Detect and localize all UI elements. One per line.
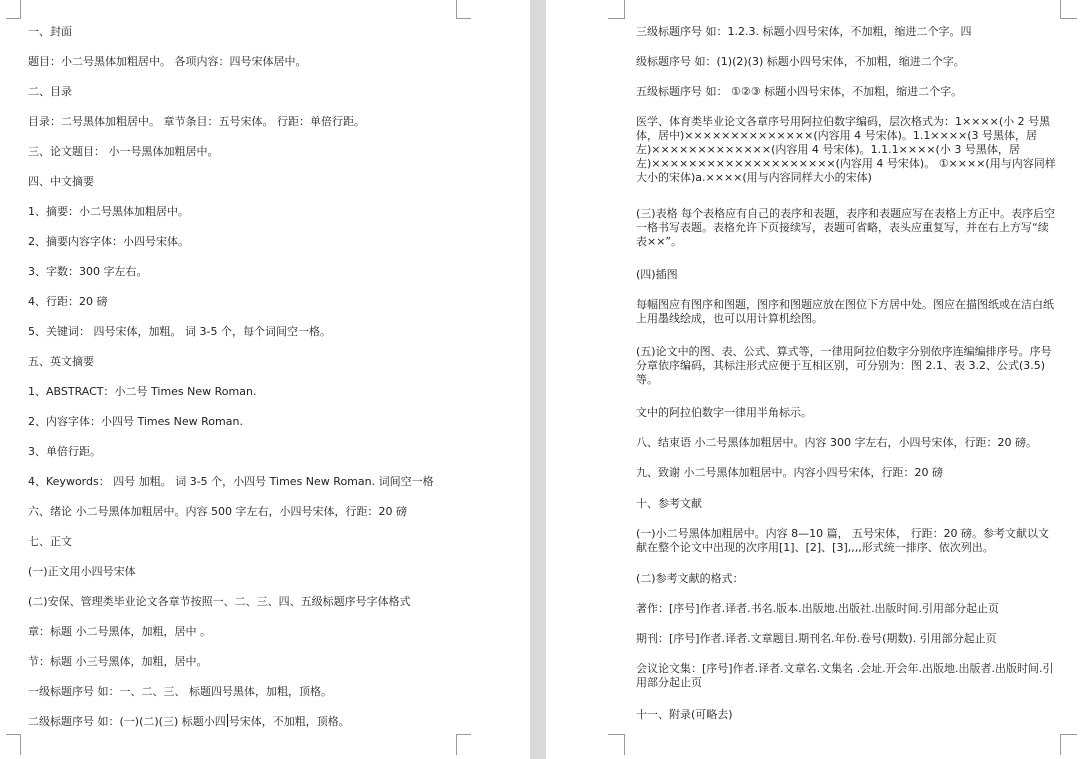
crop-mark-top-left <box>608 0 625 19</box>
text-line: 2、内容字体：小四号 Times New Roman. <box>28 415 243 428</box>
paragraph: 每幅图应有图序和图题，图序和图题应放在图位下方居中处。图应在描图纸或在洁白纸上用墨线绘成，也可以用计算机绘图。 <box>636 298 1054 325</box>
crop-mark-bottom-right <box>1060 734 1077 755</box>
text-line: 1、摘要：小二号黑体加粗居中。 <box>28 205 189 218</box>
text-line: 5、关键词： 四号宋体，加粗。 词 3-5 个，每个词间空一格。 <box>28 325 331 338</box>
text-segment: 号宋体，不加粗，顶格。 <box>228 715 350 728</box>
text-line: 4、行距：20 磅 <box>28 295 108 308</box>
text-line: 五、英文摘要 <box>28 355 94 368</box>
text-line: (一)正文用小四号宋体 <box>28 565 136 578</box>
text-line: 三、论文题目： 小一号黑体加粗居中。 <box>28 145 219 158</box>
text-segment: 二级标题序号 如：(一)(二)(三) 标题小四 <box>28 715 226 728</box>
heading: 十、参考文献 <box>636 497 702 510</box>
text-line: 八、结束语 小二号黑体加粗居中。内容 300 字左右，小四号宋体，行距：20 磅。 <box>636 436 1037 449</box>
crop-mark-top-right <box>456 0 471 19</box>
text-line: 文中的阿拉伯数字一律用半角标示。 <box>636 406 812 419</box>
document-page-left <box>0 0 530 759</box>
text-line: (二)参考文献的格式： <box>636 572 744 585</box>
text-line: 3、单倍行距。 <box>28 445 101 458</box>
text-line: 著作：[序号]作者.译者.书名.版本.出版地.出版社.出版时间.引用部分起止页 <box>636 602 1000 615</box>
crop-mark-bottom-left <box>6 734 21 755</box>
paragraph: 会议论文集：[序号]作者.译者.文章名.文集名 .会址.开会年.出版地.出版者.出版时间.引用部分起止页 <box>636 662 1054 689</box>
text-line: 题目：小二号黑体加粗居中。 各项内容：四号宋体居中。 <box>28 55 307 68</box>
text-line: 七、正文 <box>28 535 72 548</box>
crop-mark-bottom-right <box>456 734 471 755</box>
text-line: 期刊：[序号]作者.译者.文章题目.期刊名.年份.卷号(期数). 引用部分起止页 <box>636 632 997 645</box>
text-line: 1、ABSTRACT：小二号 Times New Roman. <box>28 385 257 398</box>
text-line: 节：标题 小三号黑体，加粗，居中。 <box>28 655 208 668</box>
text-line: 3、字数：300 字左右。 <box>28 265 148 278</box>
page-gutter <box>530 0 546 759</box>
text-line: 三级标题序号 如：1.2.3. 标题小四号宋体，不加粗，缩进二个字。四 <box>636 25 972 38</box>
text-line: 五级标题序号 如： ①②③ 标题小四号宋体，不加粗，缩进二个字。 <box>636 85 963 98</box>
text-line-with-cursor[interactable] <box>28 714 350 729</box>
document-page-right <box>546 0 1080 759</box>
text-line: (二)安保、管理类毕业论文各章节按照一、二、三、四、五级标题序号字体格式 <box>28 595 411 608</box>
paragraph: (一)小二号黑体加粗居中。内容 8—10 篇， 五号宋体， 行距：20 磅。参考文献以文献在整个论文中出现的次序用[1]、[2]、[3],,,,形式统一排序、依次列出。 <box>636 527 1050 554</box>
text-line: 章：标题 小二号黑体，加粗，居中 。 <box>28 625 211 638</box>
text-line: 2、摘要内容字体：小四号宋体。 <box>28 235 189 248</box>
paragraph: 医学、体育类毕业论文各章序号用阿拉伯数字编码，层次格式为：1××××(小 2 号黑体，居中)××××××××××××××(内容用 4 号宋体)。1.1××××(3 号黑体，居左)×××××××××××××(内容用 4 号宋体)。1.1.1××××(小 3 号黑体，居左)××××××××××××××××××××(内容用 4 号宋体)。 ①××××(用与内容同样大小的宋体)a.××××(用与内容同样大小的宋体) <box>636 115 1056 184</box>
text-line: 四、中文摘要 <box>28 175 94 188</box>
text-line: 六、绪论 小二号黑体加粗居中。内容 500 字左右，小四号宋体，行距：20 磅 <box>28 505 407 518</box>
paragraph: (五)论文中的图、表、公式、算式等，一律用阿拉伯数字分别依序连编编排序号。序号分章依序编码，其标注形式应便于互相区别，可分别为：图 2.1、表 3.2、公式(3.5)等。 <box>636 345 1052 386</box>
text-line: 一、封面 <box>28 25 72 38</box>
text-line: 九、致谢 小二号黑体加粗居中。内容小四号宋体，行距：20 磅 <box>636 466 943 479</box>
heading: (四)插图 <box>636 268 678 281</box>
text-line: 二、目录 <box>28 85 72 98</box>
heading: 十一、附录(可略去) <box>636 708 733 721</box>
text-line: 目录：二号黑体加粗居中。 章节条目：五号宋体。 行距：单倍行距。 <box>28 115 365 128</box>
crop-mark-top-right <box>1060 0 1077 19</box>
paragraph: (三)表格 每个表格应有自己的表序和表题，表序和表题应写在表格上方正中。表序后空一格书写表题。表格允许下页接续写，表题可省略，表头应重复写，并在右上方写“续表××”。 <box>636 207 1056 248</box>
crop-mark-bottom-left <box>608 734 625 755</box>
text-line: 级标题序号 如：(1)(2)(3) 标题小四号宋体，不加粗，缩进二个字。 <box>636 55 965 68</box>
text-cursor <box>227 714 228 727</box>
text-line: 4、Keywords： 四号 加粗。 词 3-5 个，小四号 Times New Roman. 词间空一格 <box>28 475 434 488</box>
crop-mark-top-left <box>6 0 21 19</box>
text-line: 一级标题序号 如：一、二、三、 标题四号黑体，加粗，顶格。 <box>28 685 332 698</box>
